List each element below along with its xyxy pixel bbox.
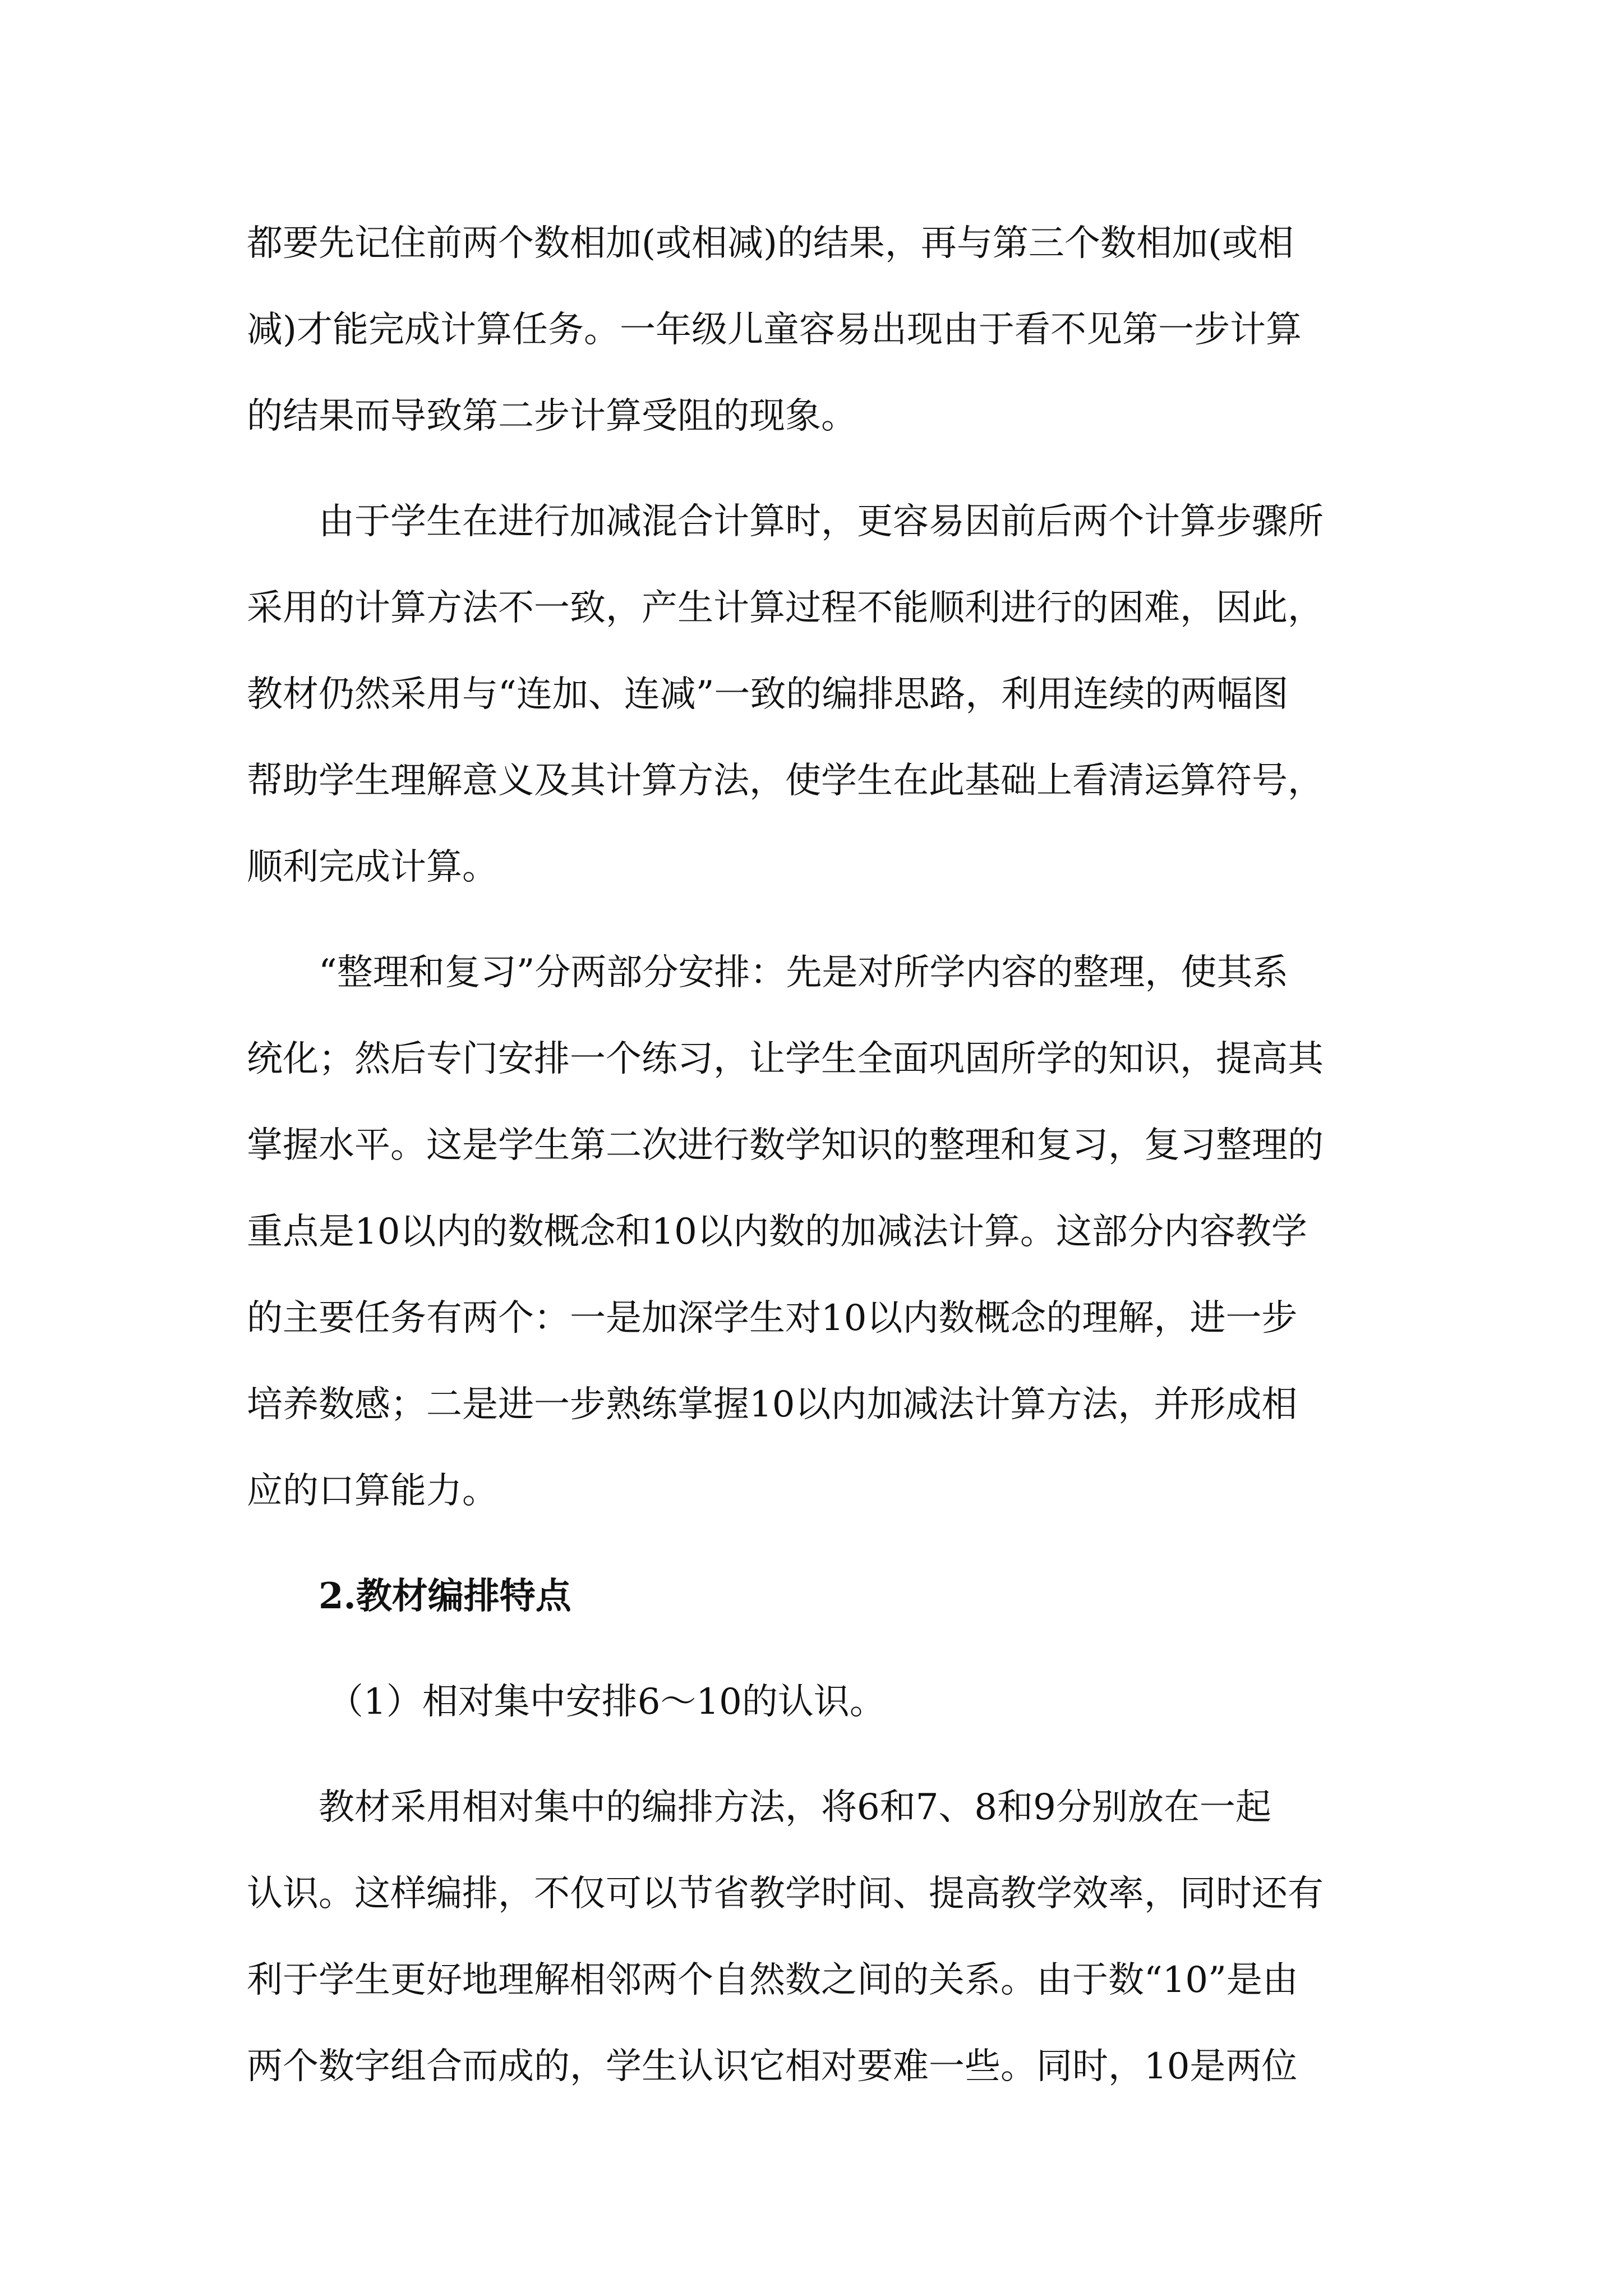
paragraph-line: 减)才能完成计算任务。一年级儿童容易出现由于看不见第一步计算 <box>247 309 1302 351</box>
paragraph-line: 应的口算能力。 <box>247 1470 498 1512</box>
paragraph-line: 帮助学生理解意义及其计算方法，使学生在此基础上看清运算符号， <box>247 760 1324 802</box>
paragraph-line: 由于学生在进行加减混合计算时，更容易因前后两个计算步骤所 <box>319 501 1324 542</box>
paragraph-line: 教材采用相对集中的编排方法，将6和7、8和9分别放在一起 <box>319 1787 1271 1828</box>
paragraph-line: 认识。这样编排，不仅可以节省教学时间、提高教学效率，同时还有 <box>247 1873 1324 1915</box>
paragraph-line: 两个数字组合而成的，学生认识它相对要难一些。同时，10是两位 <box>247 2046 1298 2087</box>
paragraph-line: 掌握水平。这是学生第二次进行数学知识的整理和复习，复习整理的 <box>247 1125 1324 1166</box>
paragraph-line: 采用的计算方法不一致，产生计算过程不能顺利进行的困难，因此， <box>247 587 1324 629</box>
paragraph-line: 重点是10以内的数概念和10以内数的加减法计算。这部分内容教学 <box>247 1211 1307 1253</box>
paragraph-line: 培养数感；二是进一步熟练掌握10以内加减法计算方法，并形成相 <box>247 1384 1298 1425</box>
paragraph-line: “整理和复习”分两部分安排：先是对所学内容的整理，使其系 <box>319 952 1289 993</box>
paragraph-line: 的主要任务有两个：一是加深学生对10以内数概念的理解，进一步 <box>247 1297 1298 1339</box>
section-heading: 2.教材编排特点 <box>319 1575 571 1617</box>
subsection-heading: （1）相对集中安排6～10的认识。 <box>328 1681 886 1723</box>
paragraph-line: 都要先记住前两个数相加(或相减)的结果，再与第三个数相加(或相 <box>247 223 1294 264</box>
paragraph-line: 顺利完成计算。 <box>247 846 498 888</box>
paragraph-line: 统化；然后专门安排一个练习，让学生全面巩固所学的知识，提高其 <box>247 1038 1324 1080</box>
paragraph-line: 教材仍然采用与“连加、连减”一致的编排思路，利用连续的两幅图 <box>247 674 1289 715</box>
paragraph-line: 的结果而导致第二步计算受阻的现象。 <box>247 395 857 437</box>
paragraph-line: 利于学生更好地理解相邻两个自然数之间的关系。由于数“10”是由 <box>247 1959 1298 2001</box>
